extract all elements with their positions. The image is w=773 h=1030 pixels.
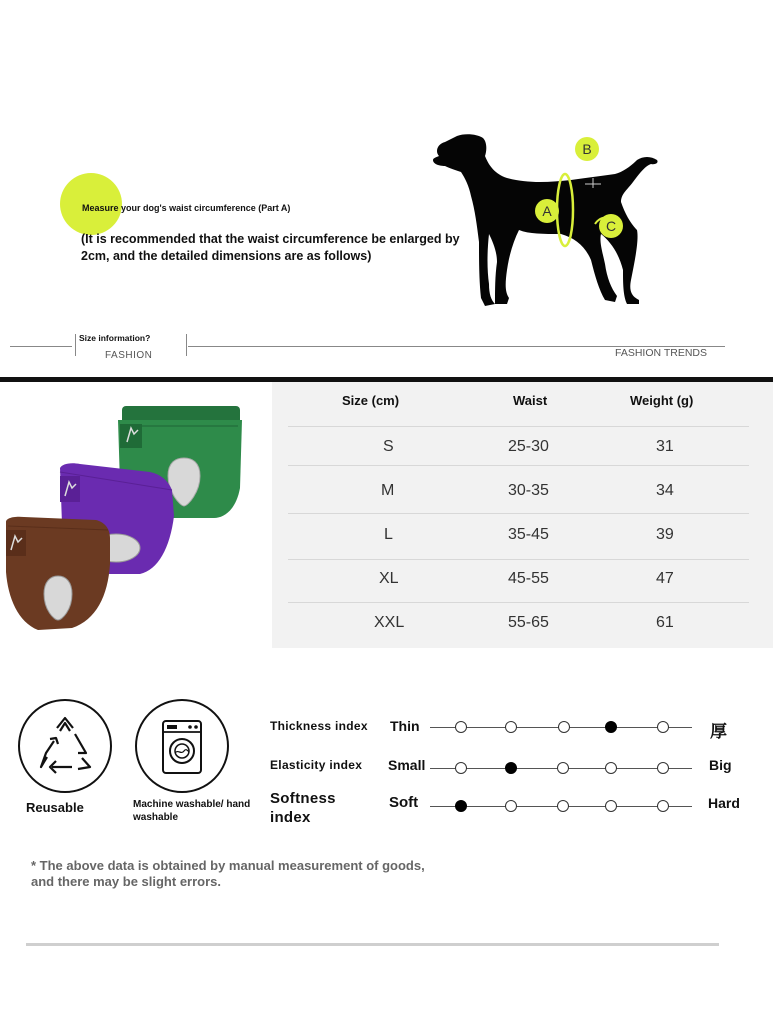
thickness-dot-2 (505, 721, 517, 733)
thickness-dot-3 (558, 721, 570, 733)
divider-line-left (10, 346, 72, 347)
thickness-dot-5 (657, 721, 669, 733)
table-row-divider (288, 513, 749, 514)
svg-text:A: A (542, 203, 552, 219)
table-cell-size: XL (379, 570, 399, 587)
table-cell-weight: 39 (656, 526, 674, 543)
measure-note: (It is recommended that the waist circumference be enlarged by 2cm, and the detailed dimensions are as follows) (81, 232, 460, 263)
elasticity-left-label: Small (388, 757, 426, 773)
size-table-panel (272, 382, 773, 648)
table-cell-waist: 45-55 (508, 570, 549, 587)
bottom-divider (26, 943, 719, 946)
table-row-divider (288, 559, 749, 560)
disclaimer-note: * The above data is obtained by manual measurement of goods, and there may be slight errors. (31, 858, 425, 889)
size-info-heading: Size information? (79, 333, 151, 343)
softness-right-label: Hard (708, 795, 740, 811)
table-cell-size: M (381, 482, 395, 499)
elasticity-index-label: Elasticity index (270, 758, 363, 772)
table-cell-weight: 34 (656, 482, 674, 499)
brown-diaper (6, 517, 110, 630)
table-cell-size: S (383, 438, 394, 455)
header-weight: Weight (g) (630, 393, 694, 408)
table-cell-weight: 47 (656, 570, 674, 587)
softness-dot-2 (505, 800, 517, 812)
table-row-divider (288, 465, 749, 466)
table-cell-waist: 55-65 (508, 614, 549, 631)
softness-dot-1-selected (455, 800, 467, 812)
thickness-dot-4-selected (605, 721, 617, 733)
divider-tick (186, 334, 187, 356)
washable-badge (135, 699, 229, 793)
softness-left-label: Soft (389, 794, 419, 811)
thickness-index-label: Thickness index (270, 719, 368, 733)
elasticity-right-label: Big (709, 757, 732, 773)
fashion-subtitle: FASHION (105, 350, 153, 361)
table-cell-size: XXL (374, 614, 405, 631)
thickness-right-label: 厚 (710, 722, 727, 741)
washing-machine-icon (137, 701, 227, 791)
elasticity-dot-2-selected (505, 762, 517, 774)
header-waist: Waist (513, 393, 548, 408)
table-row-divider (288, 602, 749, 603)
table-cell-weight: 61 (656, 614, 674, 631)
softness-dot-5 (657, 800, 669, 812)
measure-title: Measure your dog's waist circumference (Part A) (82, 203, 291, 213)
washable-label: Machine washable/ hand washable (133, 799, 251, 823)
svg-text:C: C (605, 218, 617, 234)
elasticity-dot-3 (557, 762, 569, 774)
table-cell-waist: 25-30 (508, 438, 549, 455)
fashion-trends-label: FASHION TRENDS (615, 347, 707, 359)
reusable-label: Reusable (26, 800, 84, 815)
dog-silhouette-diagram (425, 130, 670, 315)
thickness-dot-1 (455, 721, 467, 733)
softness-dot-3 (557, 800, 569, 812)
table-cell-waist: 35-45 (508, 526, 549, 543)
table-cell-waist: 30-35 (508, 482, 549, 499)
table-row-divider (288, 426, 749, 427)
softness-index-label: Softness index (270, 790, 336, 826)
elasticity-dot-4 (605, 762, 617, 774)
thickness-left-label: Thin (390, 718, 420, 734)
recycle-icon (20, 701, 110, 791)
table-cell-weight: 31 (656, 438, 674, 455)
svg-text:B: B (582, 141, 592, 157)
elasticity-dot-5 (657, 762, 669, 774)
table-cell-size: L (384, 526, 393, 543)
header-size: Size (cm) (342, 393, 400, 408)
divider-tick (75, 334, 76, 356)
reusable-badge (18, 699, 112, 793)
softness-dot-4 (605, 800, 617, 812)
elasticity-dot-1 (455, 762, 467, 774)
product-photos (0, 398, 260, 638)
